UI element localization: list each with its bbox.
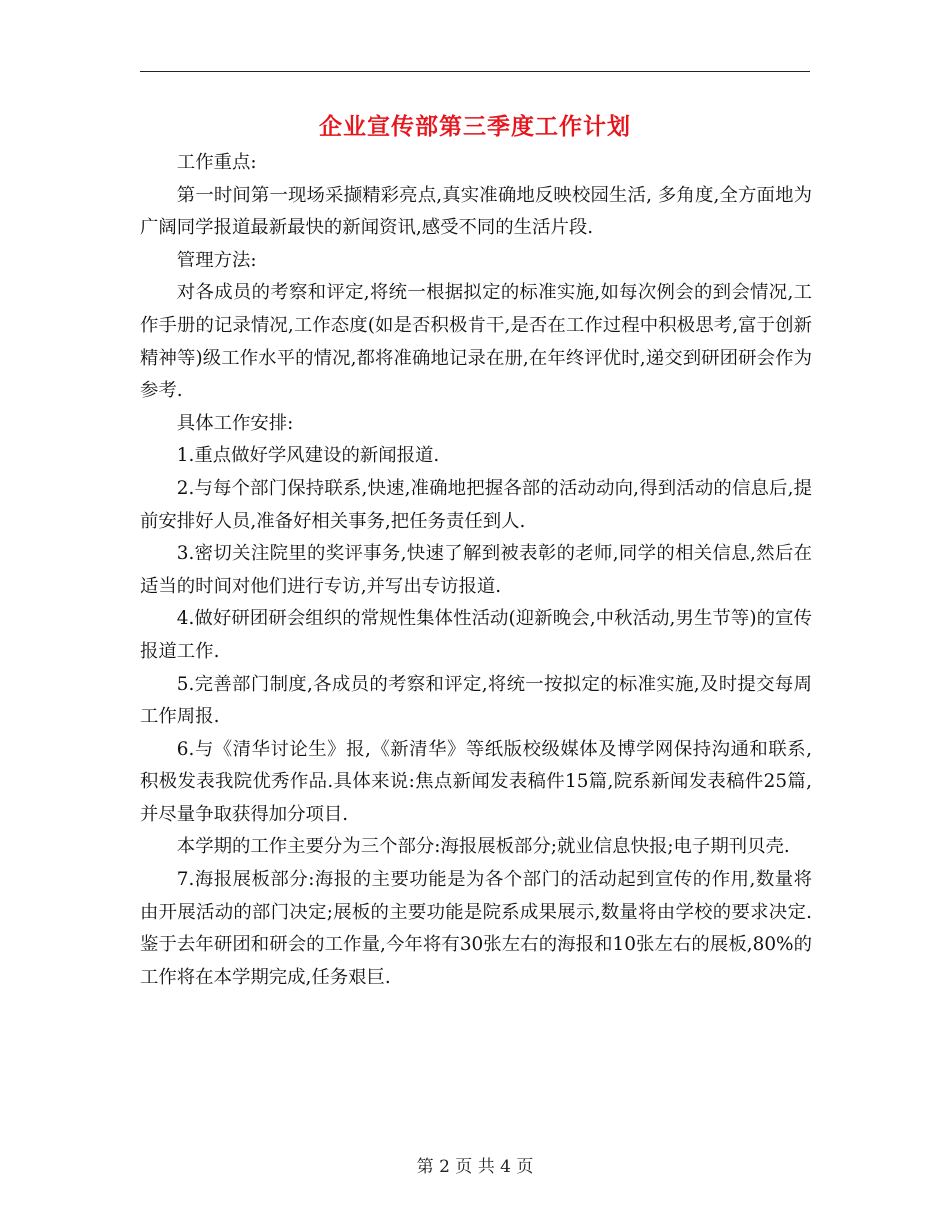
page-number: 第 2 页 共 4 页 xyxy=(416,1157,534,1177)
list-item-7: 7.海报展板部分:海报的主要功能是为各个部门的活动起到宣传的作用,数量将由开展活动的部门决定;展板的主要功能是院系成果展示,数量将由学校的要求决定.鉴于去年研团和研会的工作量,今年将有30张左右的海报和10张左右的展板,80%的工作将在本学期完成,任务艰巨. xyxy=(140,869,812,988)
list-item-5: 5.完善部门制度,各成员的考察和评定,将统一按拟定的标准实施,及时提交每周工作周报. xyxy=(140,673,812,728)
document-body xyxy=(140,147,812,994)
paragraph-semester-parts: 本学期的工作主要分为三个部分:海报展板部分;就业信息快报;电子期刊贝壳. xyxy=(176,836,790,858)
section-heading-management: 管理方法: xyxy=(176,249,257,271)
header-rule xyxy=(140,71,810,72)
paragraph-focus: 第一时间第一现场采撷精彩亮点,真实准确地反映校园生活, 多角度,全方面地为广阔同学报道最新最快的新闻资讯,感受不同的生活片段. xyxy=(140,184,812,239)
paragraph-management: 对各成员的考察和评定,将统一根据拟定的标准实施,如每次例会的到会情况,工作手册的记录情况,工作态度(如是否积极肯干,是否在工作过程中积极思考,富于创新精神等)级工作水平的情况,都将准确地记录在册,在年终评优时,递交到研团研会作为参考. xyxy=(140,282,812,402)
list-item-1: 1.重点做好学风建设的新闻报道. xyxy=(176,445,440,467)
list-item-4: 4.做好研团研会组织的常规性集体性活动(迎新晚会,中秋活动,男生节等)的宣传报道工作. xyxy=(140,608,812,662)
section-heading-arrangement: 具体工作安排: xyxy=(176,412,294,434)
list-item-6: 6.与《清华讨论生》报,《新清华》等纸版校级媒体及博学网保持沟通和联系,积极发表我院优秀作品.具体来说:焦点新闻发表稿件15篇,院系新闻发表稿件25篇,并尽量争取获得加分项目. xyxy=(140,738,812,825)
section-heading-focus: 工作重点: xyxy=(176,152,257,173)
list-item-2: 2.与每个部门保持联系,快速,准确地把握各部的活动动向,得到活动的信息后,提前安排好人员,准备好相关事务,把任务责任到人. xyxy=(140,477,812,532)
document-title: 企业宣传部第三季度工作计划 xyxy=(319,113,631,140)
list-item-3: 3.密切关注院里的奖评事务,快速了解到被表彰的老师,同学的相关信息,然后在适当的时间对他们进行专访,并写出专访报道. xyxy=(140,543,812,597)
